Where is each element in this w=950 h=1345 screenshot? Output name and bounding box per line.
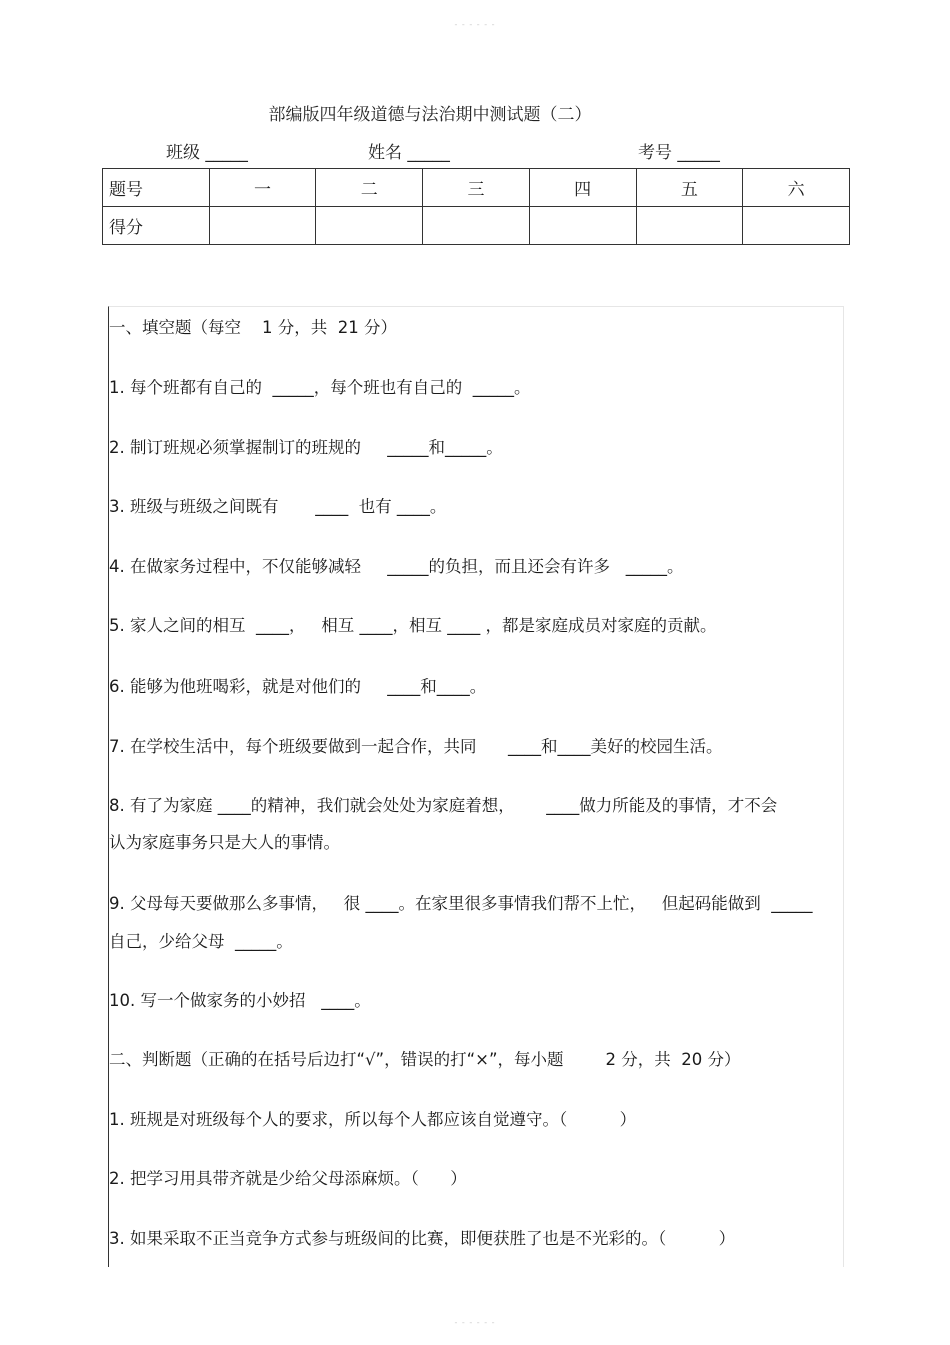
fill-question-2: 2. 制订班规必须掌握制订的班规的 _____和_____。	[109, 438, 503, 457]
score-table-label-score: 得分	[103, 207, 210, 245]
footer-mark: - - - - - -	[454, 1318, 496, 1327]
score-cell-1	[209, 207, 316, 245]
score-cell-6	[743, 207, 850, 245]
score-col-5: 五	[636, 169, 743, 207]
judge-question-1: 1. 班规是对班级每个人的要求，所以每个人都应该自觉遵守。（ ）	[109, 1110, 637, 1129]
score-cell-4	[529, 207, 636, 245]
fill-question-8-line-1: 8. 有了为家庭 ____的精神，我们就会处处为家庭着想， ____做力所能及的事情，才不会	[109, 796, 778, 815]
fill-question-9-line-2: 自己，少给父母 _____。	[109, 932, 293, 951]
fill-question-8-line-2: 认为家庭事务只是大人的事情。	[109, 833, 340, 852]
score-col-6: 六	[743, 169, 850, 207]
fill-question-10: 10. 写一个做家务的小妙招 ____。	[109, 991, 371, 1010]
score-col-3: 三	[423, 169, 530, 207]
fill-question-3: 3. 班级与班级之间既有 ____ 也有 ____。	[109, 497, 447, 516]
score-cell-3	[423, 207, 530, 245]
score-col-1: 一	[209, 169, 316, 207]
section-2-title: 二、判断题（正确的在括号后边打“√”，错误的打“×”，每小题 2 分，共 20 分）	[109, 1050, 741, 1069]
score-table	[102, 168, 850, 245]
section-1-title: 一、填空题（每空 1 分，共 21 分）	[109, 318, 397, 337]
score-cell-5	[636, 207, 743, 245]
judge-question-2: 2. 把学习用具带齐就是少给父母添麻烦。（ ）	[109, 1169, 467, 1188]
class-field: 班级 _____	[166, 143, 248, 163]
name-field: 姓名 _____	[368, 143, 450, 163]
header-mark: - - - - - -	[454, 20, 496, 29]
fill-question-1: 1. 每个班都有自己的 _____，每个班也有自己的 _____。	[109, 378, 531, 397]
score-table-header-row	[103, 169, 850, 207]
fill-question-5: 5. 家人之间的相互 ____， 相互 ____，相互 ____ ，都是家庭成员对家庭的贡献。	[109, 616, 717, 635]
judge-question-3: 3. 如果采取不正当竞争方式参与班级间的比赛，即便获胜了也是不光彩的。（ ）	[109, 1229, 736, 1248]
score-cell-2	[316, 207, 423, 245]
score-table-score-row	[103, 207, 850, 245]
score-col-2: 二	[316, 169, 423, 207]
fill-question-9-line-1: 9. 父母每天要做那么多事情， 很 ____。在家里很多事情我们帮不上忙， 但起码能做到 _____	[109, 894, 813, 913]
score-col-4: 四	[529, 169, 636, 207]
score-table-label-question: 题号	[103, 169, 210, 207]
exam-number-field: 考号 _____	[638, 143, 720, 163]
page-title: 部编版四年级道德与法治期中测试题（二）	[268, 105, 592, 125]
fill-question-7: 7. 在学校生活中，每个班级要做到一起合作，共同 ____和____美好的校园生活。	[109, 737, 723, 756]
fill-question-6: 6. 能够为他班喝彩，就是对他们的 ____和____。	[109, 677, 487, 696]
fill-question-4: 4. 在做家务过程中，不仅能够减轻 _____的负担，而且还会有许多 _____。	[109, 557, 684, 576]
